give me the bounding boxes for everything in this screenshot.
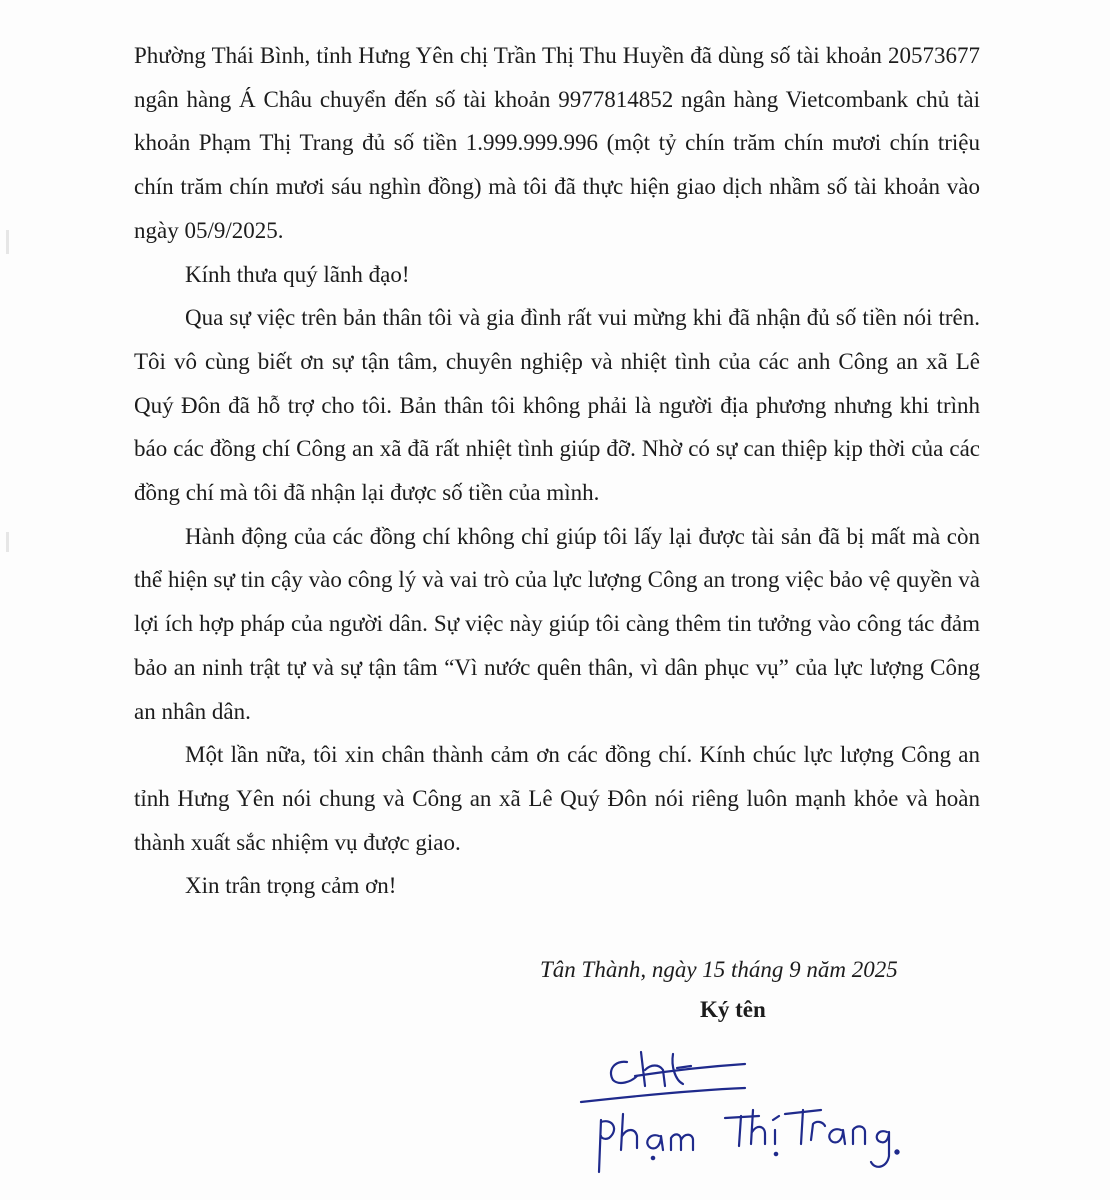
closing-block (540, 950, 980, 1030)
paragraph-thanks: Xin trân trọng cảm ơn! (185, 873, 397, 899)
sign-label: Ký tên (700, 997, 766, 1022)
place-date: Tân Thành, ngày 15 tháng 9 năm 2025 (540, 957, 898, 982)
paragraph-salutation: Kính thưa quý lãnh đạo! (185, 261, 410, 287)
paragraph-wishes: Một lần nữa, tôi xin chân thành cảm ơn các đồng chí. Kính chúc lực lượng Công an tỉnh Hưng Yên nói chung và Công an xã Lê Quý Đôn nói riêng luôn mạnh khỏe và hoàn thành xuất sắc nhiệm vụ được giao. (134, 742, 980, 855)
paragraph-gratitude: Qua sự việc trên bản thân tôi và gia đình rất vui mừng khi đã nhận đủ số tiền nói trên. Tôi vô cùng biết ơn sự tận tâm, chuyên nghiệp và nhiệt tình của các anh Công an xã Lê Quý Đôn đã hỗ trợ cho tôi. Bản thân tôi không phải là người địa phương nhưng khi trình báo các đồng chí Công an xã đã rất nhiệt tình giúp đỡ. Nhờ có sự can thiệp kịp thời của các đồng chí mà tôi đã nhận lại được số tiền của mình. (134, 305, 980, 506)
paragraph-appreciation: Hành động của các đồng chí không chỉ giúp tôi lấy lại được tài sản đã bị mất mà còn thể hiện sự tin cậy vào công lý và vai trò của lực lượng Công an trong việc bảo vệ quyền và lợi ích hợp pháp của người dân. Sự việc này giúp tôi càng thêm tin tưởng vào công tác đảm bảo an ninh trật tự và sự tận tâm “Vì nước quên thân, vì dân phục vụ” của lực lượng Công an nhân dân. (134, 523, 980, 724)
paragraph-transfer-details: Phường Thái Bình, tỉnh Hưng Yên chị Trần Thị Thu Huyền đã dùng số tài khoản 20573677 ngân hàng Á Châu chuyển đến số tài khoản 9977814852 ngân hàng Vietcombank chủ tài khoản Phạm Thị Trang đủ số tiền 1.999.999.996 (một tỷ chín trăm chín mươi chín triệu chín trăm chín mươi sáu nghìn đồng) mà tôi đã thực hiện giao dịch nhầm số tài khoản vào ngày 05/9/2025. (134, 43, 980, 243)
scan-artifact (6, 532, 9, 552)
letter-body (134, 34, 980, 908)
handwritten-signature (575, 1040, 905, 1190)
scan-artifact (6, 230, 9, 254)
